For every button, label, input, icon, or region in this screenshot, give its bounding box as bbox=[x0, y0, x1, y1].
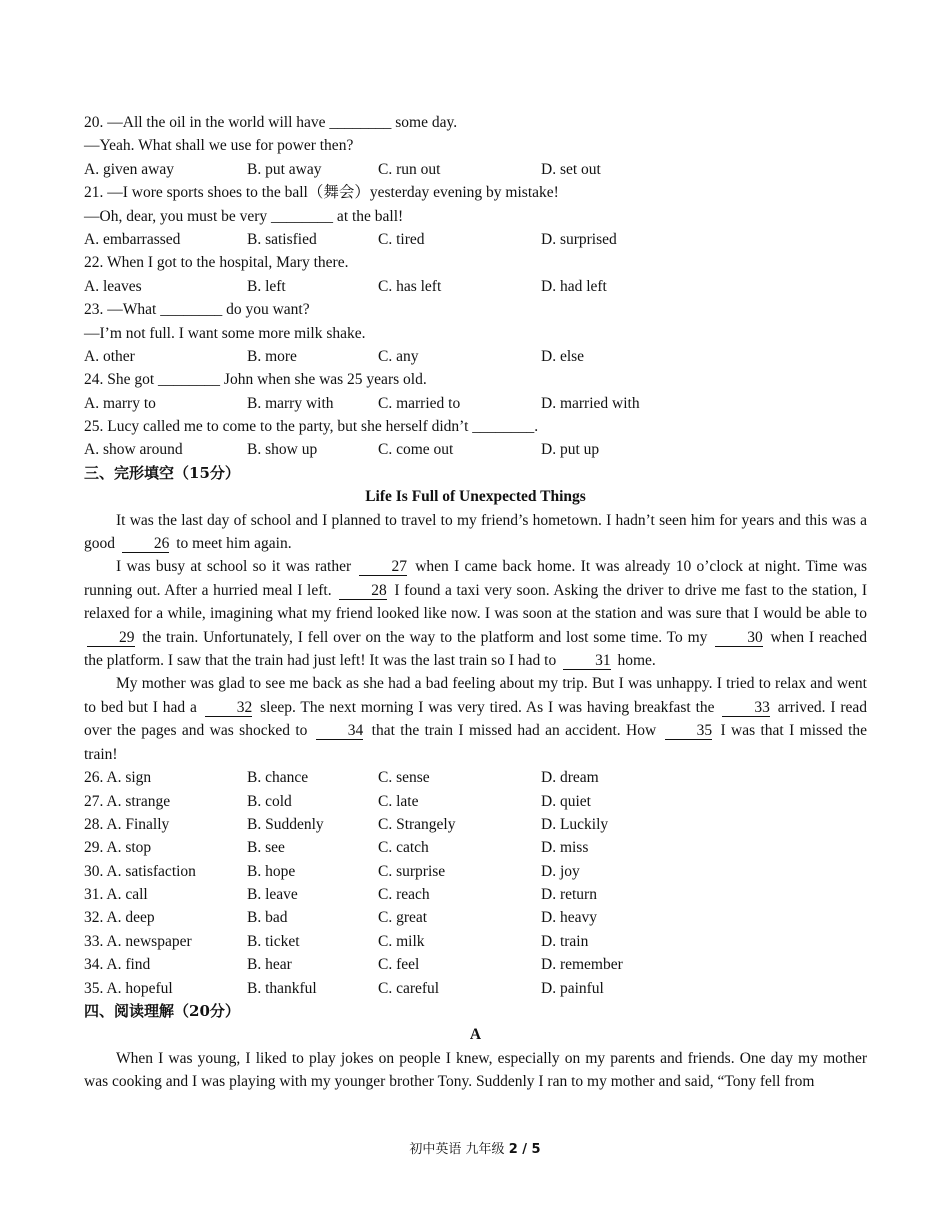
choice-b: B. leave bbox=[247, 886, 298, 904]
paragraph-text: I was busy at school so it was rather bbox=[116, 558, 352, 576]
choice-row bbox=[84, 977, 867, 1000]
choice-d: D. heavy bbox=[541, 909, 597, 927]
choice-d: D. painful bbox=[541, 979, 604, 997]
blank-32: 32 bbox=[205, 700, 253, 717]
blank-28: 28 bbox=[339, 583, 387, 600]
choice-b: B. ticket bbox=[247, 932, 300, 950]
choice-a: 34. A. find bbox=[84, 956, 151, 974]
paragraph-text: that the train I missed had an accident. How bbox=[371, 722, 657, 740]
choice-c: C. Strangely bbox=[378, 815, 456, 833]
paragraph-text: to meet him again. bbox=[176, 535, 292, 553]
choice-row bbox=[84, 790, 867, 813]
choice-row bbox=[84, 766, 867, 789]
choice-b: B. Suddenly bbox=[247, 815, 324, 833]
reading-paragraph: When I was young, I liked to play jokes on people I knew, especially on my parents and friends. One day my mother was cooking and I was playing with my younger brother Tony. Suddenly I ran to my mother and said, “Tony fell from bbox=[84, 1049, 867, 1091]
question-stem: —Oh, dear, you must be very ________ at the ball! bbox=[84, 207, 404, 225]
paragraph-text: home. bbox=[617, 652, 656, 670]
choice-b: B. bad bbox=[247, 909, 288, 927]
option-d: D. had left bbox=[541, 277, 607, 295]
choice-c: C. late bbox=[378, 792, 419, 810]
option-a: A. show around bbox=[84, 441, 183, 459]
choice-a: 35. A. hopeful bbox=[84, 979, 173, 997]
options-row bbox=[84, 438, 867, 461]
option-d: D. set out bbox=[541, 160, 601, 178]
option-b: B. left bbox=[247, 277, 286, 295]
option-b: B. satisfied bbox=[247, 230, 317, 248]
question-stem: 22. When I got to the hospital, Mary there. bbox=[84, 254, 349, 272]
options-row bbox=[84, 158, 867, 181]
option-c: C. any bbox=[378, 347, 419, 365]
choice-row bbox=[84, 860, 867, 883]
option-b: B. show up bbox=[247, 441, 318, 459]
paragraph-text: sleep. The next morning I was very tired. As I was having breakfast the bbox=[260, 698, 715, 716]
blank-33: 33 bbox=[722, 700, 770, 717]
passage-label: A bbox=[469, 1026, 482, 1044]
options-row bbox=[84, 228, 867, 251]
choice-c: C. great bbox=[378, 909, 428, 927]
question-21 bbox=[84, 181, 867, 251]
section-heading-reading: 四、阅读理解（20分） bbox=[84, 1002, 240, 1021]
choice-c: C. milk bbox=[378, 932, 425, 950]
choice-c: C. catch bbox=[378, 839, 429, 857]
choice-c: C. reach bbox=[378, 886, 430, 904]
cloze-paragraph-2 bbox=[84, 555, 867, 672]
passage-title: Life Is Full of Unexpected Things bbox=[365, 488, 586, 506]
choice-a: 33. A. newspaper bbox=[84, 932, 192, 950]
choice-a: 30. A. satisfaction bbox=[84, 862, 196, 880]
choice-a: 28. A. Finally bbox=[84, 815, 170, 833]
question-stem: —Yeah. What shall we use for power then? bbox=[84, 137, 354, 155]
cloze-choices bbox=[84, 766, 867, 1000]
blank-35: 35 bbox=[665, 723, 713, 740]
options-row bbox=[84, 392, 867, 415]
option-b: B. more bbox=[247, 347, 297, 365]
choice-b: B. see bbox=[247, 839, 285, 857]
choice-d: D. joy bbox=[541, 862, 580, 880]
choice-row bbox=[84, 930, 867, 953]
question-22 bbox=[84, 251, 867, 298]
blank-34: 34 bbox=[316, 723, 364, 740]
choice-row bbox=[84, 906, 867, 929]
option-c: C. tired bbox=[378, 230, 425, 248]
options-row bbox=[84, 275, 867, 298]
page-footer bbox=[0, 1138, 950, 1157]
option-c: C. run out bbox=[378, 160, 441, 178]
option-a: A. other bbox=[84, 347, 135, 365]
choice-a: 27. A. strange bbox=[84, 792, 171, 810]
question-stem: 23. —What ________ do you want? bbox=[84, 301, 310, 319]
choice-row bbox=[84, 953, 867, 976]
option-a: A. given away bbox=[84, 160, 174, 178]
question-stem: 21. —I wore sports shoes to the ball（舞会）yesterday evening by mistake! bbox=[84, 184, 559, 202]
choice-a: 32. A. deep bbox=[84, 909, 155, 927]
option-b: B. marry with bbox=[247, 394, 334, 412]
paragraph-text: I was that I missed the train! bbox=[84, 722, 868, 763]
choice-c: C. feel bbox=[378, 956, 420, 974]
choice-d: D. Luckily bbox=[541, 815, 609, 833]
option-c: C. married to bbox=[378, 394, 461, 412]
choice-row bbox=[84, 883, 867, 906]
paragraph-text: My mother was glad to see me back as she had a bad feeling about my trip. But I was unhappy. I tried to relax and went to bed but I had a bbox=[84, 675, 867, 716]
footer-subject: 初中英语 九年级 bbox=[409, 1142, 505, 1157]
paragraph-text: when I reached the platform. I saw that the train had just left! It was the last train so I had to bbox=[84, 628, 868, 670]
choice-b: B. thankful bbox=[247, 979, 317, 997]
question-stem: 25. Lucy called me to come to the party, but she herself didn’t ________. bbox=[84, 418, 539, 436]
section-heading-cloze: 三、完形填空（15分） bbox=[84, 463, 240, 482]
choice-c: C. surprise bbox=[378, 862, 446, 880]
choice-row bbox=[84, 813, 867, 836]
option-c: C. has left bbox=[378, 277, 442, 295]
footer-page-number: 2 / 5 bbox=[508, 1142, 541, 1157]
choice-a: 31. A. call bbox=[84, 886, 148, 904]
question-stem: 20. —All the oil in the world will have ________ some day. bbox=[84, 114, 458, 131]
choice-d: D. return bbox=[541, 886, 597, 904]
option-a: A. embarrassed bbox=[84, 230, 181, 248]
cloze-paragraph-3 bbox=[84, 672, 867, 766]
paragraph-text: I found a taxi very soon. Asking the driver to drive me fast to the station, I relaxed for a while, imagining what my friend looked like now. I was soon at the station and was sure that I would be able to bbox=[84, 581, 868, 623]
paragraph-text: the train. Unfortunately, I fell over on the way to the platform and lost some time. To my bbox=[142, 628, 708, 646]
option-d: D. put up bbox=[541, 441, 600, 459]
question-25 bbox=[84, 415, 867, 462]
choice-a: 26. A. sign bbox=[84, 769, 152, 787]
blank-31: 31 bbox=[563, 653, 611, 670]
cloze-paragraph-1 bbox=[84, 509, 867, 556]
choice-d: D. miss bbox=[541, 839, 589, 857]
choice-c: C. sense bbox=[378, 769, 430, 787]
option-c: C. come out bbox=[378, 441, 454, 459]
option-d: D. else bbox=[541, 347, 585, 365]
option-a: A. marry to bbox=[84, 394, 156, 412]
choice-c: C. careful bbox=[378, 979, 440, 997]
blank-30: 30 bbox=[715, 630, 763, 647]
choice-b: B. hear bbox=[247, 956, 292, 974]
options-row bbox=[84, 345, 867, 368]
paragraph-text: when I came back home. It was already 10 o’clock at night. Time was running out. After a hurried meal I left. bbox=[84, 558, 868, 599]
option-b: B. put away bbox=[247, 160, 322, 178]
option-d: D. married with bbox=[541, 394, 640, 412]
question-24 bbox=[84, 368, 867, 415]
choice-b: B. hope bbox=[247, 862, 296, 880]
question-20 bbox=[84, 111, 867, 181]
blank-29: 29 bbox=[87, 630, 135, 647]
option-a: A. leaves bbox=[84, 277, 142, 295]
choice-b: B. chance bbox=[247, 769, 309, 787]
paragraph-text: arrived. I read over the pages and was shocked to bbox=[84, 698, 868, 740]
option-d: D. surprised bbox=[541, 230, 617, 248]
exam-page bbox=[84, 111, 867, 1094]
choice-a: 29. A. stop bbox=[84, 839, 152, 857]
paragraph-text: It was the last day of school and I planned to travel to my friend’s hometown. I hadn’t seen him for years and this was a good bbox=[84, 511, 867, 553]
question-23 bbox=[84, 298, 867, 368]
choice-d: D. train bbox=[541, 932, 589, 950]
question-stem: —I’m not full. I want some more milk shake. bbox=[84, 324, 366, 342]
choice-b: B. cold bbox=[247, 792, 292, 810]
blank-26: 26 bbox=[122, 536, 170, 553]
question-stem: 24. She got ________ John when she was 25 years old. bbox=[84, 371, 427, 389]
choice-row bbox=[84, 836, 867, 859]
choice-d: D. dream bbox=[541, 769, 599, 787]
choice-d: D. remember bbox=[541, 956, 623, 974]
blank-27: 27 bbox=[359, 559, 407, 576]
choice-d: D. quiet bbox=[541, 792, 591, 810]
